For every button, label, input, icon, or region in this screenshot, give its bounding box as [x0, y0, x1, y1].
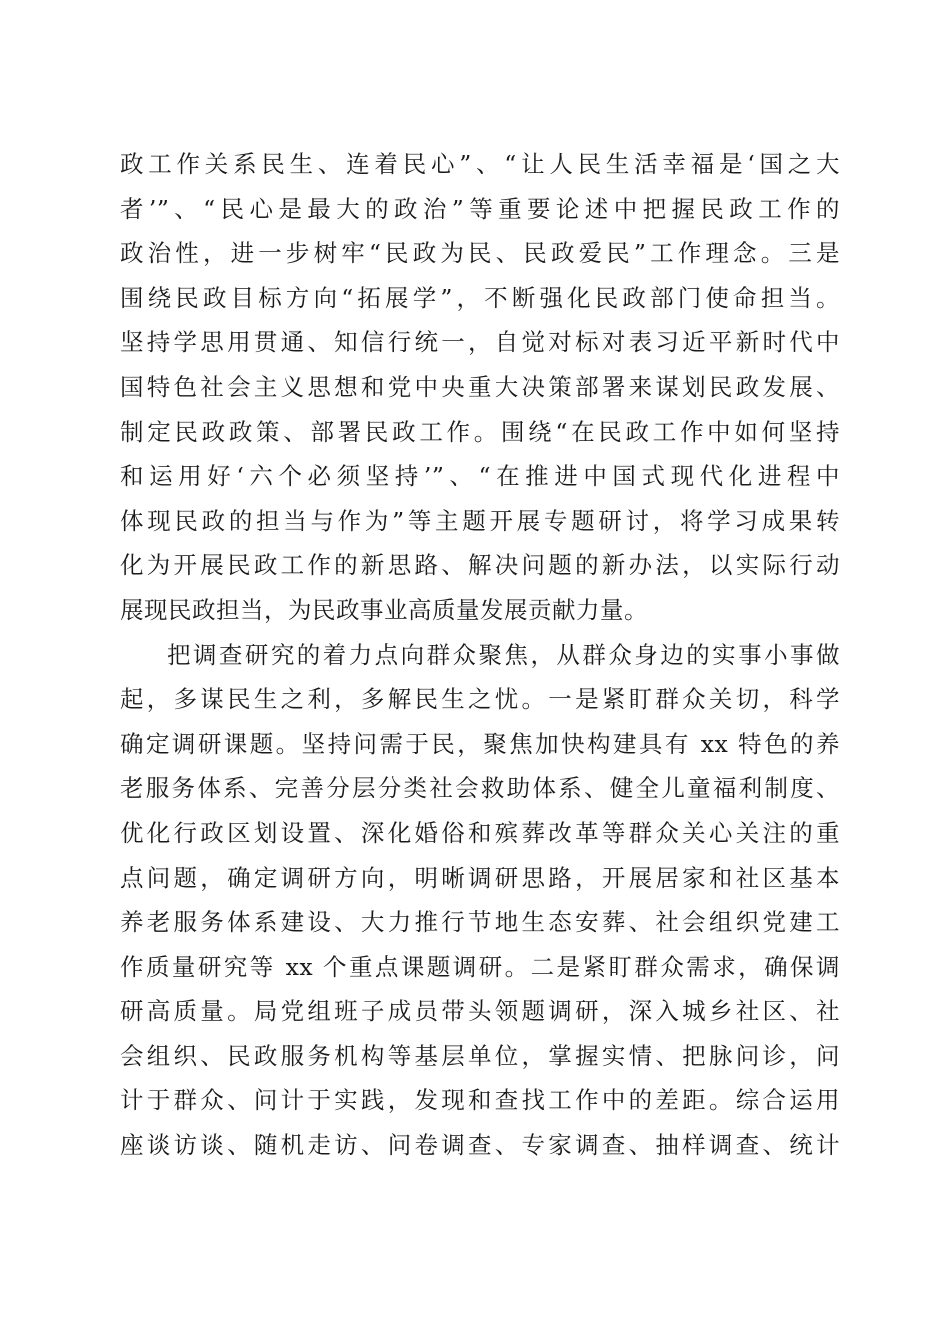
- paragraph-2-first-line: 把调查研究的着力点向群众聚焦，从群众身边的实事小事做: [167, 640, 840, 669]
- text-line-22: 计于群众、问计于实践，发现和查找工作中的差距。综合运用: [120, 1086, 840, 1115]
- body-text: [120, 142, 840, 1168]
- text-line-4: 围绕民政目标方向“拓展学”，不断强化民政部门使命担当。: [120, 283, 840, 312]
- text-line-6: 国特色社会主义思想和党中央重大决策部署来谋划民政发展、: [120, 372, 840, 401]
- text-line-15: 老服务体系、完善分层分类社会救助体系、健全儿童福利制度、: [120, 774, 840, 803]
- text-line-7: 制定民政政策、部署民政工作。围绕“在民政工作中如何坚持: [120, 417, 840, 446]
- text-line-14: 确定调研课题。坚持问需于民，聚焦加快构建具有 xx 特色的养: [120, 729, 840, 758]
- text-line-8: 和运用好‘六个必须坚持’”、“在推进中国式现代化进程中: [120, 462, 840, 491]
- text-line-11: 展现民政担当，为民政事业高质量发展贡献力量。: [120, 595, 648, 624]
- text-line-23: 座谈访谈、随机走访、问卷调查、专家调查、抽样调查、统计: [120, 1131, 840, 1160]
- text-line-17: 点问题，确定调研方向，明晰调研思路，开展居家和社区基本: [120, 863, 840, 892]
- text-line-5: 坚持学思用贯通、知信行统一，自觉对标对表习近平新时代中: [120, 328, 840, 357]
- text-line-20: 研高质量。局党组班子成员带头领题调研，深入城乡社区、社: [120, 997, 840, 1026]
- text-line-9: 体现民政的担当与作为”等主题开展专题研讨，将学习成果转: [120, 506, 840, 535]
- text-line-19: 作质量研究等 xx 个重点课题调研。二是紧盯群众需求，确保调: [120, 952, 840, 981]
- text-line-10: 化为开展民政工作的新思路、解决问题的新办法，以实际行动: [120, 551, 840, 580]
- text-line-18: 养老服务体系建设、大力推行节地生态安葬、社会组织党建工: [120, 908, 840, 937]
- text-line-2: 者’”、“民心是最大的政治”等重要论述中把握民政工作的: [120, 194, 840, 223]
- text-line-3: 政治性，进一步树牢“民政为民、民政爱民”工作理念。三是: [120, 239, 840, 268]
- text-line-21: 会组织、民政服务机构等基层单位，掌握实情、把脉问诊，问: [120, 1041, 840, 1070]
- text-line-1: 政工作关系民生、连着民心”、“让人民生活幸福是‘国之大: [120, 150, 840, 178]
- text-line-13: 起，多谋民生之利，多解民生之忧。一是紧盯群众关切，科学: [120, 685, 840, 714]
- text-line-16: 优化行政区划设置、深化婚俗和殡葬改革等群众关心关注的重: [120, 818, 840, 847]
